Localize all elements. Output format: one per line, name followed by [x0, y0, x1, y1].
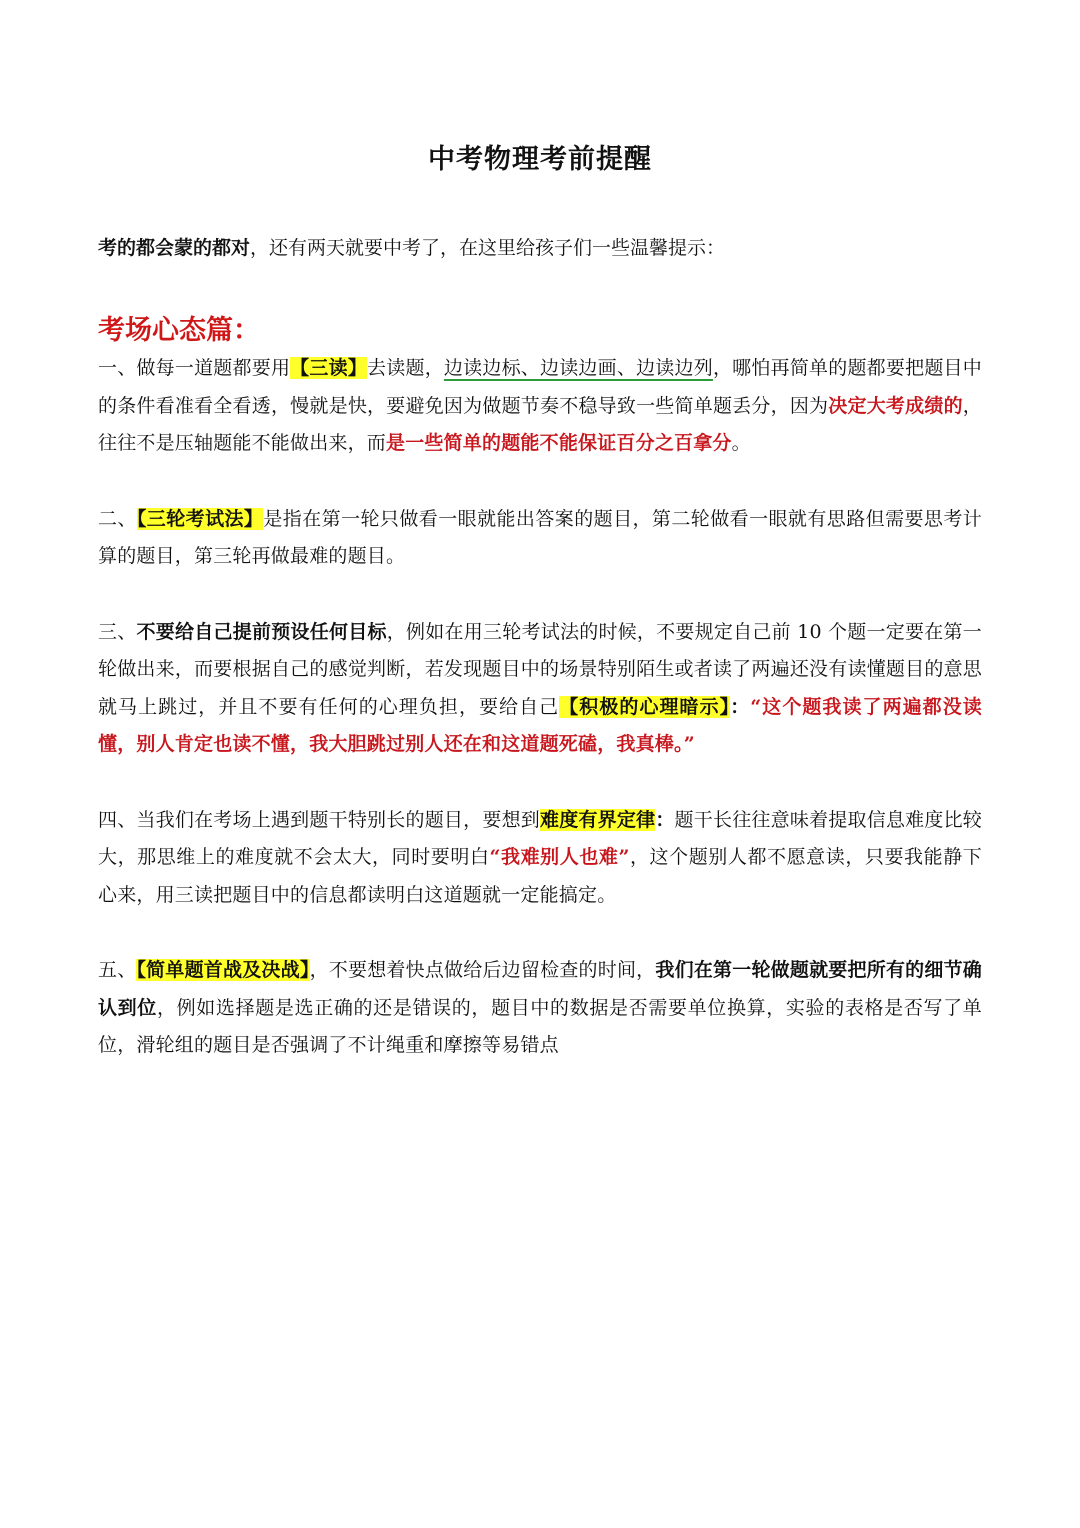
p1-red-emphasis-1: 决定大考成绩的: [828, 394, 963, 417]
p1-underlined-text: 边读边标、边读边画、边读边列: [443, 357, 713, 379]
p3-text-a: 三、: [98, 620, 137, 643]
p3-highlight: 【积极的心理暗示】: [559, 695, 731, 718]
p5-text-c: ，例如选择题是选正确的还是错误的，题目中的数据是否需要单位换算，实验的表格是否写了单位，滑轮组的题目是否强调了不计绳重和摩擦等易错点: [98, 996, 982, 1056]
paragraph-3: [98, 614, 982, 764]
p3-red-quote: “这个题我读了两遍都没读懂，别人肯定也读不懂，我大胆跳过别人还在和这道题死磕，我真棒。”: [98, 695, 982, 755]
p1-text-d: ，往往不是压轴题能不能做出来，而: [98, 394, 982, 454]
intro-text: ，还有两天就要中考了，在这里给孩子们一些温馨提示：: [250, 237, 726, 259]
p4-colon: ：: [655, 808, 675, 831]
p1-text-c: ，哪怕再简单的题都要把题目中的条件看准看全看透，慢就是快，要避免因为做题节奏不稳导致一些简单题丢分，因为: [98, 357, 982, 417]
paragraph-2: [98, 501, 982, 576]
paragraph-4: [98, 802, 982, 915]
page-title: 中考物理考前提醒: [428, 144, 652, 175]
intro-paragraph: [98, 228, 982, 268]
p4-highlight: 难度有界定律: [540, 808, 656, 831]
p4-text-a: 四、当我们在考场上遇到题干特别长的题目，要想到: [98, 808, 541, 831]
p3-bold: 不要给自己提前预设任何目标: [136, 620, 387, 643]
document-page: [98, 140, 982, 1065]
p1-text-e: 。: [731, 432, 751, 454]
paragraph-5: [98, 952, 982, 1065]
p2-text-a: 二、: [98, 507, 137, 530]
p4-text-c: ，这个题别人都不愿意读，只要我能静下心来，用三读把题目中的信息都读明白这道题就一定能搞定。: [98, 846, 982, 906]
section-heading: 考场心态篇：: [98, 315, 260, 346]
p5-bold: 我们在第一轮做题就要把所有的细节确认到位: [98, 959, 982, 1019]
p4-text-b: 题干长往往意味着提取信息难度比较大，那思维上的难度就不会太大，同时要明白: [98, 808, 983, 868]
p1-highlight: 【三读】: [290, 357, 368, 379]
p4-red-quote: “我难别人也难”: [489, 846, 630, 868]
p3-colon: ：: [730, 695, 751, 718]
p5-highlight: 【简单题首战及决战】: [136, 959, 310, 981]
p1-text-b: 去读题，: [367, 357, 444, 379]
p3-text-b: ，例如在用三轮考试法的时候，不要规定自己前 10 个题一定要在第一轮做出来，而要根据自己的感觉判断，若发现题目中的场景特别陌生或者读了两遍还没有读懂题目的意思就马上跳过，并且不要有任何的心理负担，要给自己: [98, 620, 982, 718]
p2-text-b: 是指在第一轮只做看一眼就能出答案的题目，第二轮做看一眼就有思路但需要思考计算的题目，第三轮再做最难的题目。: [98, 507, 982, 567]
intro-bold: 考的都会蒙的都对: [98, 237, 251, 259]
paragraph-1: [98, 350, 982, 463]
p5-text-a: 五、: [98, 959, 137, 981]
p5-text-b: ，不要想着快点做给后边留检查的时间，: [309, 959, 656, 981]
p2-highlight: 【三轮考试法】: [136, 507, 264, 530]
p1-red-emphasis-2: 是一些简单的题能不能保证百分之百拿分: [386, 432, 732, 454]
p1-text-a: 一、做每一道题都要用: [98, 357, 291, 379]
